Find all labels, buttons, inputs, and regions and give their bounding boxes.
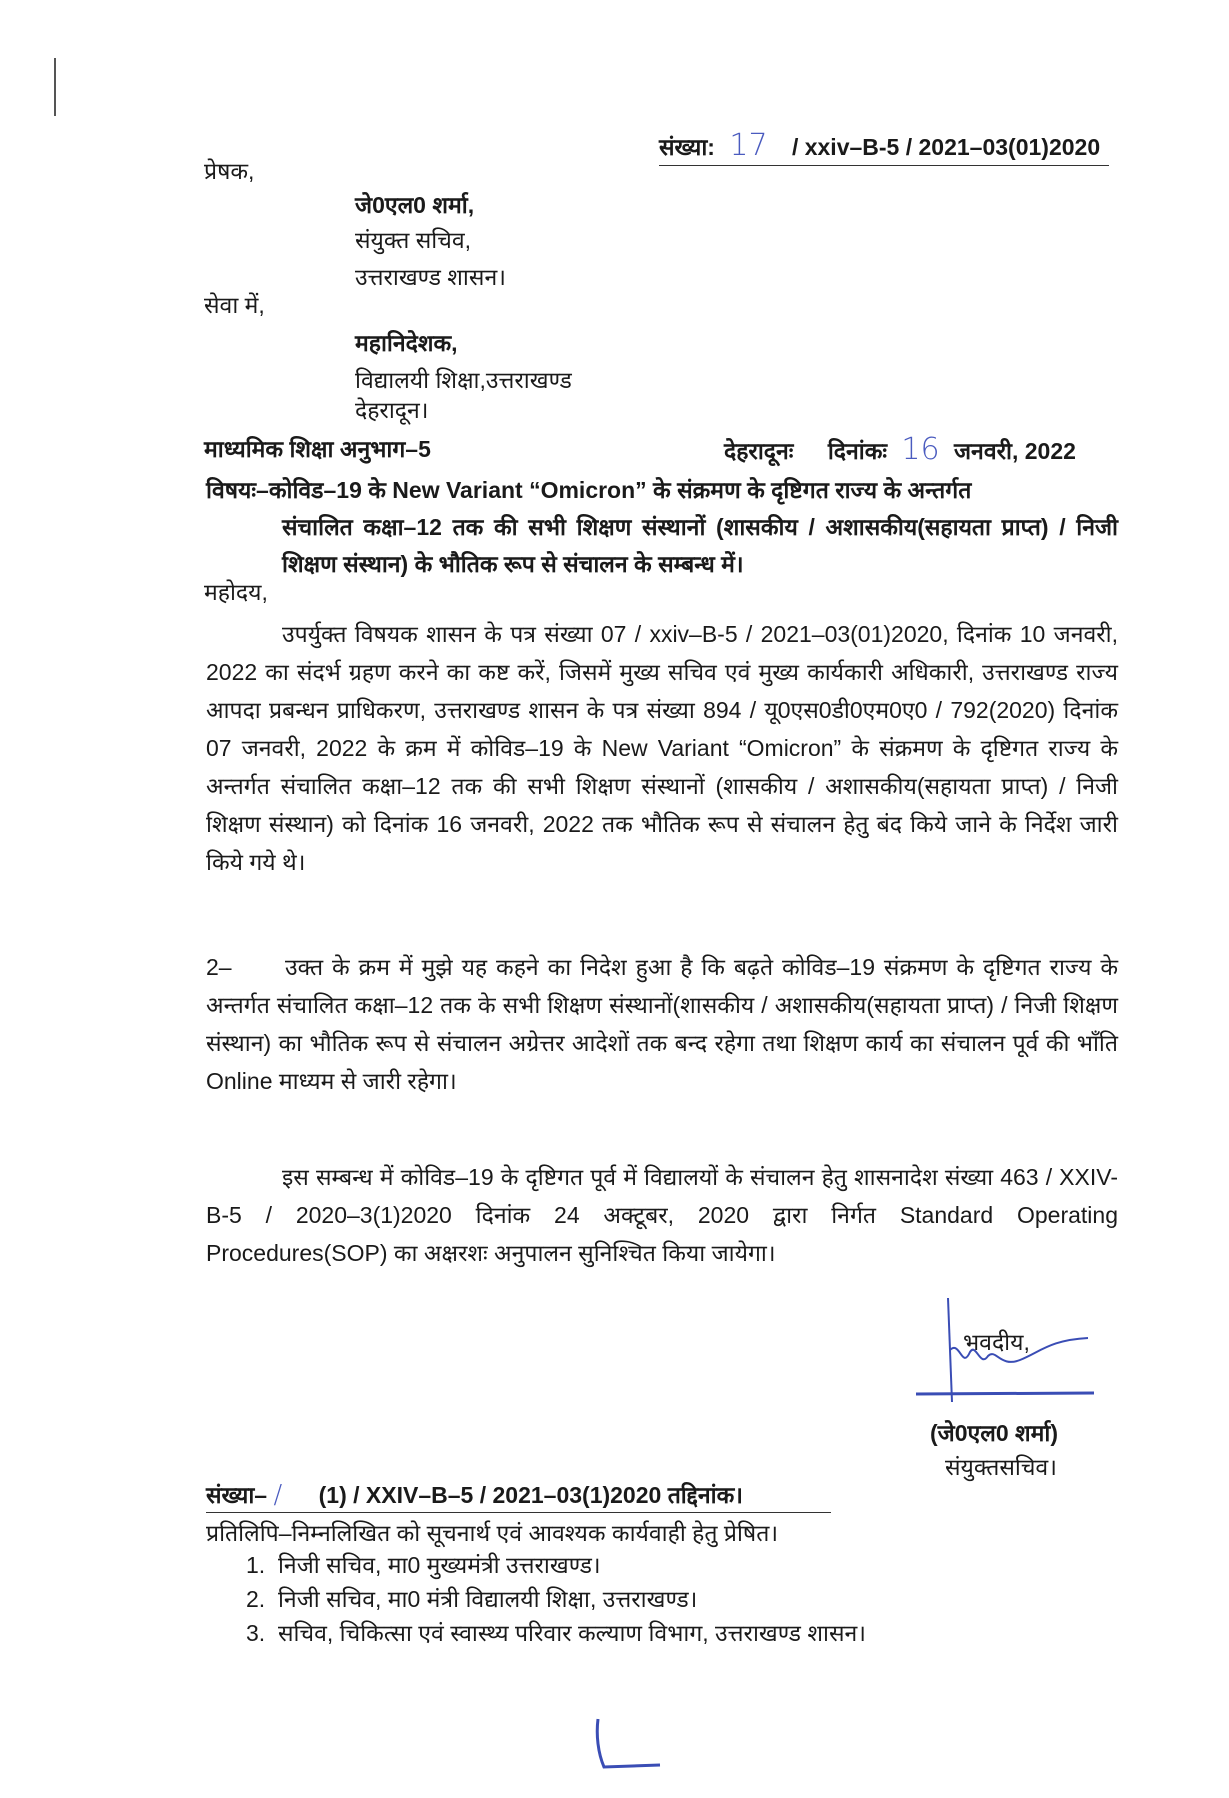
recipient-dept: विद्यालयी शिक्षा,उत्तराखण्ड — [355, 367, 572, 393]
item-number: 2. — [246, 1586, 266, 1612]
signatory-name: (जे0एल0 शर्मा) — [930, 1420, 1059, 1446]
copy-ref-label: संख्या– — [206, 1482, 268, 1508]
copy-item — [246, 1616, 866, 1648]
date-label: दिनांकः — [827, 438, 888, 464]
copy-ref-rest: (1) / XXIV–B–5 / 2021–03(1)2020 तद्दिनांक। — [318, 1482, 743, 1508]
item-number: 1. — [246, 1552, 266, 1578]
margin-mark — [54, 58, 56, 116]
handwritten-tick: / — [273, 1480, 283, 1510]
copy-item — [246, 1548, 601, 1580]
item-text: सचिव, चिकित्सा एवं स्वास्थ्य परिवार कल्याण विभाग, उत्तराखण्ड शासन। — [277, 1620, 866, 1646]
item-number: 3. — [246, 1620, 266, 1646]
letter-date — [724, 432, 1076, 467]
date-rest: जनवरी, 2022 — [953, 438, 1076, 464]
ref-suffix: / xxiv–B-5 / 2021–03(01)2020 — [791, 134, 1101, 160]
handwritten-day: 16 — [901, 432, 940, 467]
handwritten-ref-number: 17 — [729, 128, 768, 163]
valediction: भवदीय, — [963, 1329, 1030, 1355]
section-name: माध्यमिक शिक्षा अनुभाग–5 — [204, 436, 431, 462]
salutation: महोदय, — [204, 579, 268, 605]
date-place: देहरादूनः — [724, 438, 794, 464]
recipient-label: सेवा में, — [204, 292, 265, 318]
recipient-name: महानिदेशक, — [355, 330, 458, 356]
paragraph-2: 2– उक्त के क्रम में मुझे यह कहने का निदेश हुआ है कि बढ़ते कोविड–19 संक्रमण के दृष्टिगत राज्य के अन्तर्गत संचालित कक्षा–12 तक के सभी शिक्षण संस्थानों(शासकीय / अशासकीय(सहायता प्राप्त) / निजी शिक्षण संस्थान) का भौतिक रूप से संचालन अग्रेत्तर आदेशों तक बन्द रहेगा तथा शिक्षण कार्य का संचालन पूर्व की भाँति Online माध्यम से जारी रहेगा। — [206, 954, 1125, 1094]
sender-office: उत्तराखण्ड शासन। — [355, 264, 506, 290]
subject-line1: विषयः–कोविड–19 के New Variant “Omicron” के संक्रमण के दृष्टिगत राज्य के अन्तर्गत — [206, 477, 972, 503]
copy-item — [246, 1582, 697, 1614]
paragraph-3: इस सम्बन्ध में कोविड–19 के दृष्टिगत पूर्व में विद्यालयों के संचालन हेतु शासनादेश संख्या 463 / XXIV-B-5 / 2020–3(1)2020 दिनांक 24 अक्टूबर, 2020 द्वारा निर्गत Standard Operating Procedures(SOP) का अक्षरशः अनुपालन सुनिश्चित किया जायेगा। — [206, 1164, 1118, 1266]
copy-reference — [206, 1478, 831, 1513]
reference-number — [659, 128, 1109, 166]
item-text: निजी सचिव, मा0 मुख्यमंत्री उत्तराखण्ड। — [277, 1552, 601, 1578]
recipient-city: देहरादून। — [355, 397, 429, 423]
signatory-designation: संयुक्तसचिव। — [945, 1454, 1057, 1480]
sender-name: जे0एल0 शर्मा, — [355, 192, 475, 218]
sender-label: प्रेषक, — [204, 158, 255, 184]
subject-line2: संचालित कक्षा–12 तक की सभी शिक्षण संस्थानों (शासकीय / अशासकीय(सहायता प्राप्त) / निजी शिक्षण संस्थान) के भौतिक रूप से संचालन के सम्बन्ध में। — [282, 514, 1118, 577]
ref-label: संख्या: — [659, 134, 715, 160]
item-text: निजी सचिव, मा0 मंत्री विद्यालयी शिक्षा, उत्तराखण्ड। — [277, 1586, 698, 1612]
paragraph-1: उपर्युक्त विषयक शासन के पत्र संख्या 07 / xxiv–B-5 / 2021–03(01)2020, दिनांक 10 जनवरी, 2022 का संदर्भ ग्रहण करने का कष्ट करें, जिसमें मुख्य सचिव एवं मुख्य कार्यकारी अधिकारी, उत्तराखण्ड राज्य आपदा प्रबन्धन प्राधिकरण, उत्तराखण्ड शासन के पत्र संख्या 894 / यू0एस0डी0एम0ए0 / 792(2020) दिनांक 07 जनवरी, 2022 के क्रम में कोविड–19 के New Variant “Omicron” के संक्रमण के दृष्टिगत राज्य के अन्तर्गत संचालित कक्षा–12 तक की सभी शिक्षण संस्थानों (शासकीय / अशासकीय(सहायता प्राप्त) / निजी शिक्षण संस्थान) को दिनांक 16 जनवरी, 2022 तक भौतिक रूप से संचालन हेतु बंद किये जाने के निर्देश जारी किये गये थे। — [206, 621, 1118, 875]
copy-intro: प्रतिलिपि–निम्नलिखित को सूचनार्थ एवं आवश्यक कार्यवाही हेतु प्रेषित। — [206, 1520, 779, 1546]
handwritten-mark — [590, 1715, 670, 1775]
sender-designation: संयुक्त सचिव, — [355, 227, 472, 253]
subject — [206, 472, 1118, 583]
